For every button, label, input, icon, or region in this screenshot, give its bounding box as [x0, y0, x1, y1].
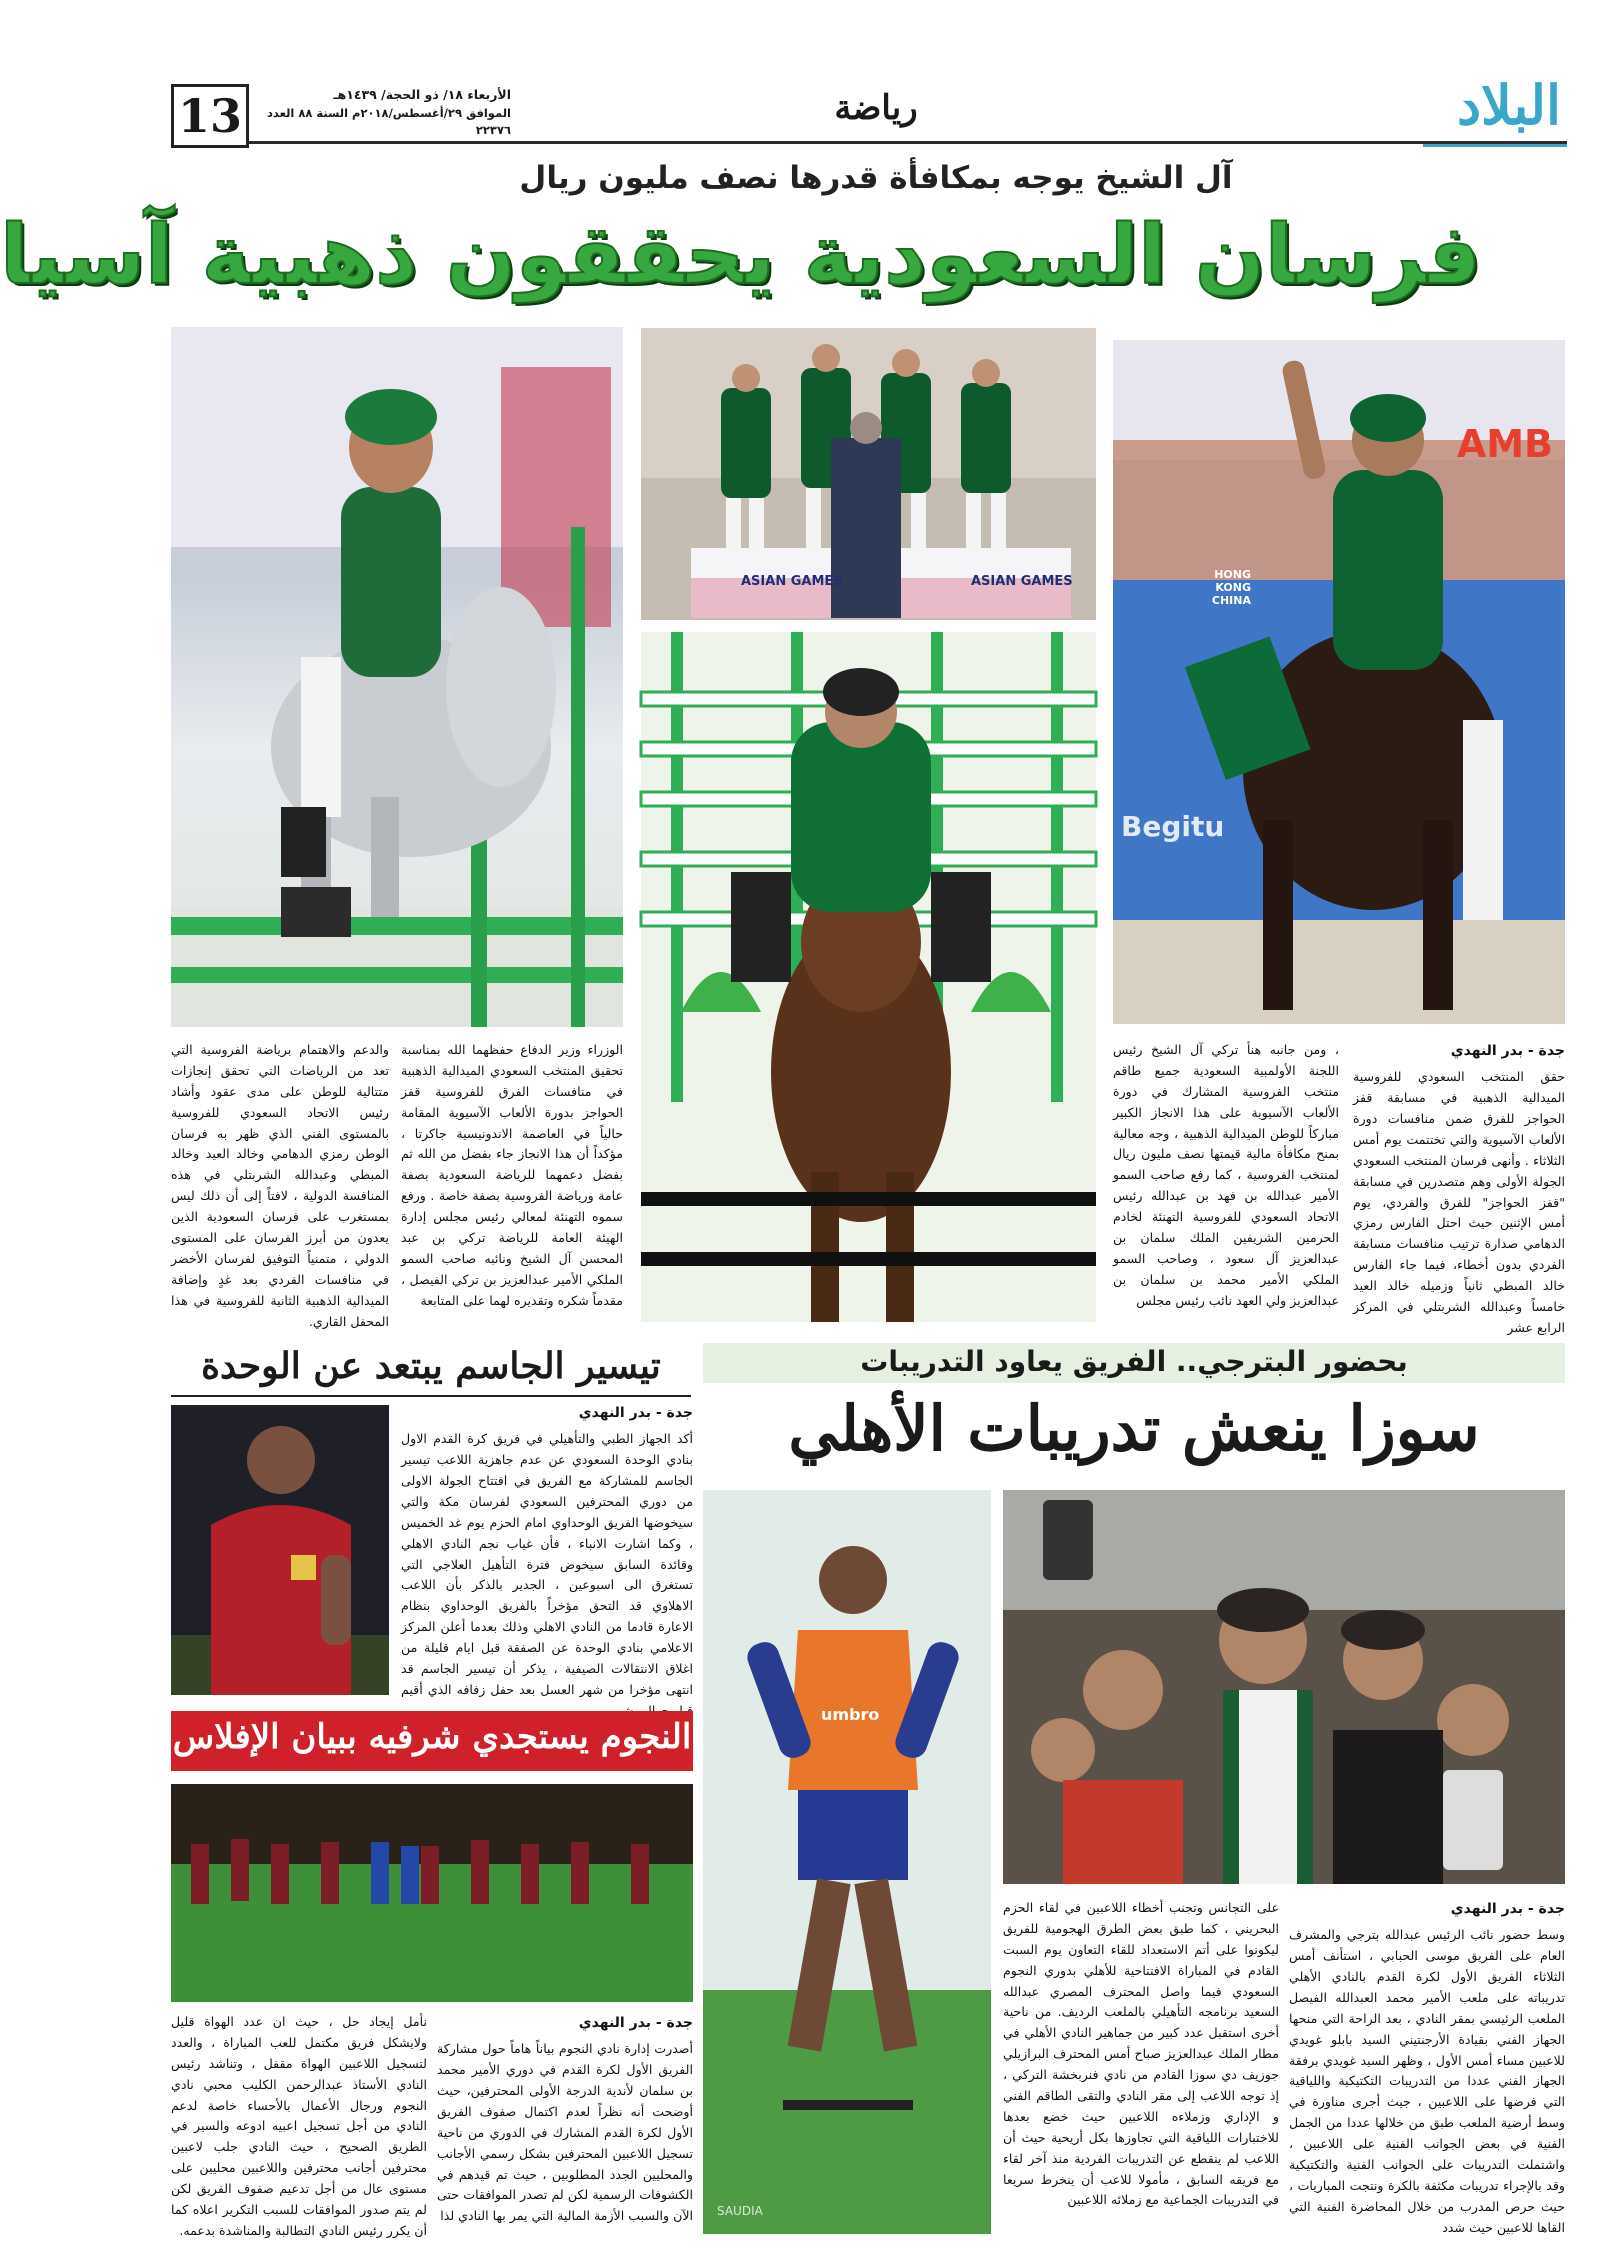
- team-training-illustration: [171, 1784, 693, 2002]
- photo-taiseer-jasim: [171, 1405, 389, 1695]
- photo-medal-podium: [641, 328, 1096, 620]
- story3-col-right-text: وسط حضور نائب الرئيس عبدالله بترجي والمشرف العام على الفريق موسى الحبابي ، استأنف أمس الثلاثاء الفريق الأول لكرة القدم بالنادي الأهلي تدريباته على ملعب الأمير محمد العبدالله الفيصل الملعب الرئيسي بمقر النادي ، بعد الراحة التي منحها الجهاز الفني بقيادة الأرجنتيني السيد بابلو غويدي للاعبين مساء أمس الأول ، وظهر السيد غويدي برفقة الجهاز الفني عددا من التدريبات التكتيكية واللياقية التي فرضها على اللاعبين ، جيث أجرى مناورة في وسط أرضية الملعب طبق من خلالها عددا من الجمل الفنية في بعض الجوانب الفنية على اللاعبين ، واشتملت التدريبات على الجوانب الفنية والتكتيكية وقد بالإجراء تدريبات مكثفة بالكرة ونتجت المباريات ، حيث حرص المدرب من خلال المحاضرة الفنية التي القاها للاعبين حيث شدد: [1289, 1927, 1565, 2235]
- story3-byline: جدة - بدر النهدي: [1450, 1901, 1565, 1917]
- lead-col-b: ، ومن جانبه هنأ تركي آل الشيخ رئيس اللجنة الأولمبية السعودية جميع طاقم منتخب الفروسية المشارك في دورة الألعاب الآسيوية على هذا الانجاز الكبير مباركاً للوطن الميدالية الذهبية ، وجه معالية بمنح مكافأة مالية قيمتها نصف مليون ريال لمنتخب الفروسية ، كما رفع صاحب السمو الأمير عبدالله بن فهد بن عبدالله رئيس الاتحاد السعودي للفروسية التهنئة لخادم الحرمين الشريفين الملك سلمان بن عبدالعزيز آل سعود ، وصاحب السمو الملكي الأمير محمد بن سلمان بن عبدالعزيز ولي العهد نائب رئيس مجلس: [1113, 1040, 1339, 1328]
- story2-body: [401, 1402, 693, 1698]
- story4-headline: النجوم يستجدي شرفيه ببيان الإفلاس: [172, 1717, 692, 1757]
- photo-brown-horse-jump: [641, 632, 1096, 1322]
- photo-watermark: SAUDIA: [717, 2204, 763, 2218]
- story2-rule: [171, 1395, 691, 1397]
- grey-horse-illustration: [171, 327, 623, 1027]
- brown-horse-illustration: [641, 632, 1096, 1322]
- story3-col-right: [1289, 1898, 1565, 2234]
- hijri-date: الأربعاء ١٨/ ذو الحجة/ ١٤٣٩هـ: [333, 87, 511, 102]
- story3-kicker: بحضور البترجي.. الفريق يعاود التدريبات: [860, 1345, 1408, 1378]
- story4-col-right: [437, 2012, 693, 2234]
- podium-banner-text-2: ASIAN GAMES: [971, 574, 1073, 589]
- banner-amb-text: AMB: [1456, 422, 1553, 466]
- story2-headline: تيسير الجاسم يبتعد عن الوحدة: [201, 1345, 661, 1387]
- story3-headline: سوزا ينعش تدريبات الأهلي: [788, 1392, 1480, 1465]
- podium-banner-text-1: ASIAN GAMES: [741, 574, 843, 589]
- lead-kicker: آل الشيخ يوجه بمكافأة قدرها نصف مليون ريال: [519, 160, 1233, 196]
- player-portrait: [171, 1405, 389, 1695]
- date-line: [251, 86, 511, 139]
- lead-col-c: الوزراء وزير الدفاع حفظهما الله بمناسبة تحقيق المنتخب السعودي الميدالية الذهبية في منافسات الفرق للفروسية قفز الحواجز بدورة الألعاب الآسيوية المقامة حالياً في العاصمة الاندونيسية جاكرتا ، مؤكداً أن هذا الانجاز جاء بفضل من الله ثم بفضل دعمهما للرياضة السعودية بصفة عامة ورياضة الفروسية بصفة خاصة . ورفع سموه التهنئة لمعالي رئيس مجلس إدارة الهيئة العامة للرياضة تركي بن عبد المحسن آل الشيخ ونائبه صاحب السمو الملكي الأمير عبدالعزيز بن تركي الفيصل ، مقدماً شكره وتقديره لهما على المتابعة: [401, 1042, 623, 1308]
- souza-illustration: [703, 1490, 991, 2234]
- story4-byline: جدة - بدر النهدي: [578, 2015, 693, 2031]
- page-number: 13: [171, 84, 249, 148]
- photo-celebrating-rider: [1113, 340, 1565, 1024]
- newspaper-logo: البلاد: [1456, 73, 1561, 137]
- gregorian-date: الموافق ٢٩/أغسطس/٢٠١٨م السنة ٨٨ العدد ٢٢٣٧٦: [267, 105, 511, 137]
- photo-grey-horse-jumper: [171, 327, 623, 1027]
- shirt-brand-text: umbro: [821, 1705, 880, 1724]
- story4-col-right-text: أصدرت إدارة نادي النجوم بياناً هاماً حول مشاركة الفريق الأول لكرة القدم في دوري الأمير محمد بن سلمان لأندية الدرجة الأولى المحترفين، حيث أوضحت أنه نظراً لعدم اكتمال صفوف الفريق الأول لكرة القدم المشارك في الدوري من ناحية تسجيل اللاعبين المحترفين بشكل رسمي الأجانب والمحليين الجدد المطلوبين ، حيث تم قيدهم في الكشوفات الرسمية لكن لم تصدر الموافقات حتى الآن والسبب الأزمة المالية التي يمر بها النادي لذا: [437, 2041, 693, 2224]
- lead-col-a-byline: جدة - بدر النهدي: [1450, 1043, 1565, 1059]
- hong-kong-banner-text: HONG KONG CHINA: [1211, 568, 1251, 608]
- story2-byline: جدة - بدر النهدي: [578, 1405, 693, 1421]
- photo-nujoom-training: [171, 1784, 693, 2002]
- photo-souza-jumping: [703, 1490, 991, 2234]
- lead-col-d: والدعم والاهتمام برياضة الفروسية التي تعد من الرياضات التي تحقق إنجازات متتالية للوطن على مدى عقود وأشاد رئيس الاتحاد السعودي للفروسية بالمستوى الفني الذي ظهر به فرسان الوطن رمزي الدهامي وخالد العيد وخالد المبطي وعبدالله الشربتلي في هذه المنافسة الدولية ، لافتاً إلى أن ذلك ليس بمستغرب على فرسان السعودية الذين يعدون من أبرز الفرسان على المستوى الدولي ، متمنياً التوفيق لفرسان الأخضر في منافسات الفردي بعد غدٍ وإضافة الميدالية الذهبية الثانية للفروسية في هذا المحفل القاري.: [171, 1042, 389, 1329]
- photo-souza-fans-airport: [1003, 1490, 1565, 1884]
- lead-headline: فرسان السعودية يحققون ذهبية آسيا: [0, 208, 1481, 303]
- sponsor-banner-text: Begitu: [1121, 810, 1225, 843]
- story2-text: أكد الجهاز الطبي والتأهيلي في فريق كرة القدم الاول بنادي الوحدة السعودي عن عدم جاهزية اللاعب تيسير الجاسم للمشاركة مع الفريق في افتتاح الجولة الاولى من دوري المحترفين السعودي لفرسان مكة والتي سيخوضها الفريق الوحداوي امام الحزم يوم غد الخميس ، وكما اشارت الانباء ، فأن غياب نجم النادي الاهلي وقائدة السابق سيخوض فترة التأهيل العلاجي التي تستغرق الى اسبوعين ، الجدير بالذكر بأن اللاعب الاهلاوي قد التحق مؤخراً بالفريق الوحداوي بنظام الاعارة قادما من النادي الاهلي وذلك بعدما أعلن المركز الاعلامي بنادي الوحدة عن الصفقة قبل ايام قليلة من اغلاق الانتقالات الصيفية ، يذكر أن تيسير الجاسم قد انتهى مؤخرا من شهر العسل بعد حفل زفافه الذي أقيم: [401, 1431, 693, 1697]
- section-title: رياضة: [834, 88, 918, 128]
- story4-col-left: نأمل إيجاد حل ، حيث ان عدد الهواة قليل ولايشكل فريق مكتمل للعب المباراة ، والعدد لتسجيل اللاعبين الهواة مقفل ، وتناشد رئيس النادي الأستاذ عبدالرحمن الكليب محبي نادي النجوم ورجال الأعمال بالأحساء خاصة لدعم النادي من أجل تسجيل اعبيه ادوعه والسير في الطريق الصحيح ، حيث النادي جلب لاعبين محترفين أجانب محترفين واللاعبين محليين على مستوى عال من أجل تدعيم صفوف الفريق لكن لم يتم صدور الموافقات للسبب التكرير اعلاه كما أن يكرر رئيس النادي التطالبة والمناشدة بدعمه.: [171, 2014, 427, 2238]
- story3-col-left: على التجانس وتجنب أخطاء اللاعبين في لقاء الحزم البحريني ، كما طبق بعض الطرق الهجومية للفريق ليكونوا على أتم الاستعداد للقاء التعاون يوم السبت القادم في المباراة الافتتاحية للأهلي بدوري النجوم السعودي فيما واصل المحترف المصري عبدالله السعيد برنامجه التأهيلي بالملعب الرديف. من ناحية أخرى استقبل عدد كبير من جماهير النادي الأهلي في مطار الملك عبدالعزيز صباح أمس المحترف البرازيلي جوزيف دي سوزا القادم من نادي فنربخشة التركي ، إذ توجه اللاعب إلى مقر النادي والتقى الطاقم الفني و الإداري وزملاءه اللاعبين حيث خضع بعدها للاختبارات اللياقية التي تجاوزها بكل أريحية حيث أن اللاعب لم ينقطع عن التدريبات الفردية منذ آخر لقاء مع فريقه السابق ، مأمولا للاعب أن ينخرط سريعا في التدريبات الجماعية مع زملائه اللاعبين: [1003, 1900, 1279, 2208]
- masthead-rule: [171, 141, 1567, 144]
- lead-col-a: [1353, 1040, 1565, 1335]
- airport-crowd-illustration: [1003, 1490, 1565, 1884]
- lead-col-a-text: حقق المنتخب السعودي للفروسية الميدالية الذهبية في مسابقة قفز الحواجز للفرق ضمن منافسات دورة الألعاب الآسيوية والتي تختتمت يوم أمس الثلاثاء . وأنهى فرسان المنتخب السعودي الجولة الأولى وهم متصدرين في مسابقة "قفز الحواجز" للفرق والفردي، يوم أمس الإثنين حيث احتل الفارس رمزي الدهامي صدارة ترتيب منافسات مسابقة الفردي بدون أخطاء، فيما جاء الفارس خالد المبطي ثانياً وزميله خالد العيد خامساً وعبدالله الشربتلي في المركز الرابع عشر: [1353, 1069, 1565, 1335]
